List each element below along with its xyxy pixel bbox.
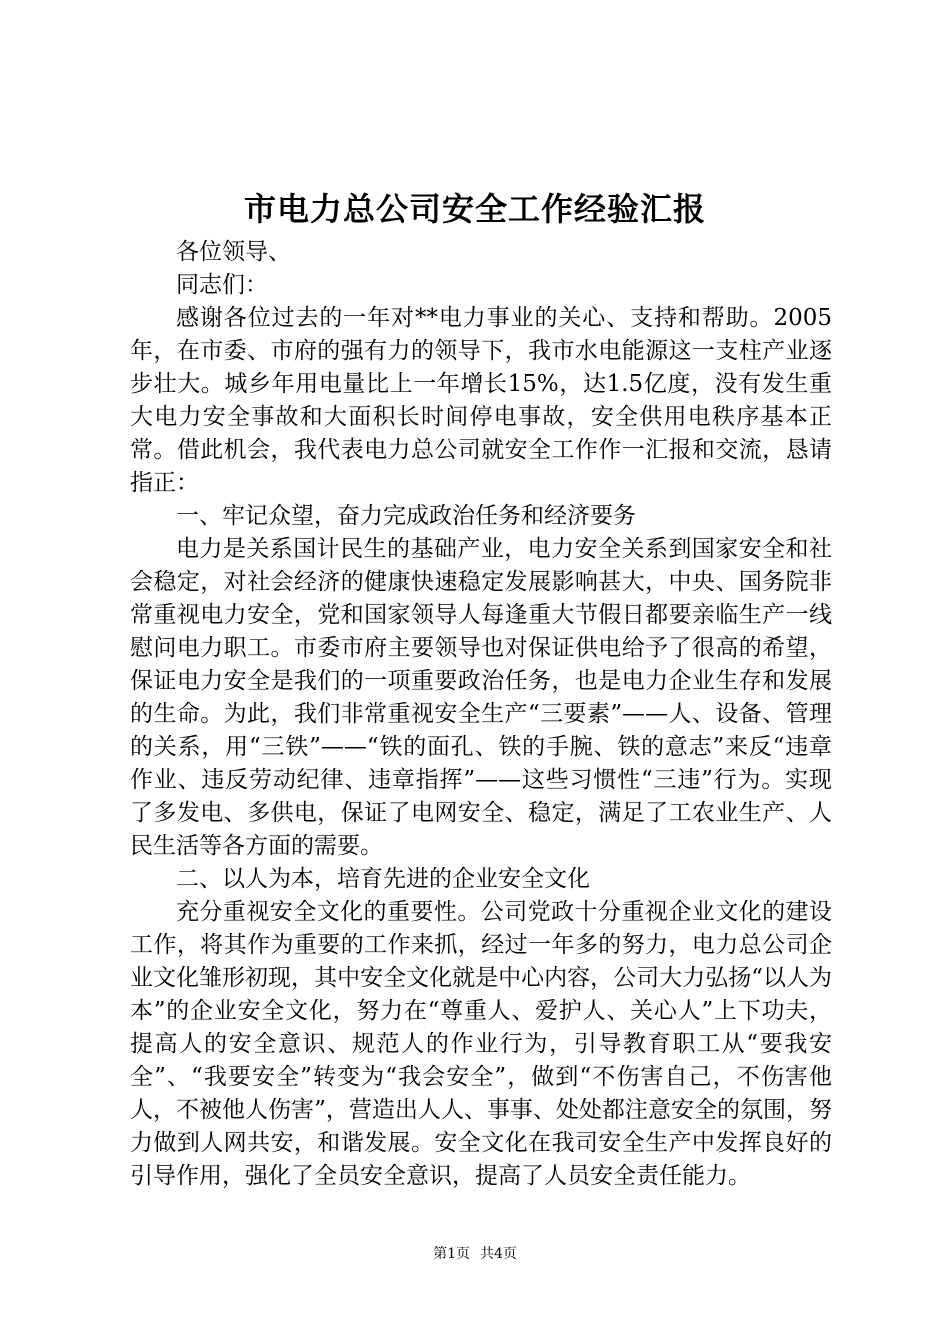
page-number: 第1页 (433, 1246, 470, 1262)
section-2-paragraph: 充分重视安全文化的重要性。公司党政十分重视企业文化的建设工作，将其作为重要的工作来抓，经过一年多的努力，电力总公司企业文化雏形初现，其中安全文化就是中心内容，公司大力弘扬“以人为本”的企业安全文化，努力在“尊重人、爱护人、关心人”上下功夫，提高人的安全意识、规范人的作业行为，引导教育职工从“要我安全”、“我要安全”转变为“我会安全”，做到“不伤害自己，不伤害他人，不被他人伤害”，营造出人人、事事、处处都注意安全的氛围，努力做到人网共安，和谐发展。安全文化在我司安全生产中发挥良好的引导作用，强化了全员安全意识，提高了人员安全责任能力。 (130, 899, 832, 1189)
section-heading-2: 二、以人为本，培育先进的企业安全文化 (176, 866, 590, 892)
section-1-paragraph: 电力是关系国计民生的基础产业，电力安全关系到国家安全和社会稳定，对社会经济的健康快速稳定发展影响甚大，中央、国务院非常重视电力安全，党和国家领导人每逢重大节假日都要亲临生产一线慰问电力职工。市委市府主要领导也对保证供电给予了很高的希望，保证电力安全是我们的一项重要政治任务，也是电力企业生存和发展的生命。为此，我们非常重视安全生产“三要素”——人、设备、管理的关系，用“三铁”——“铁的面孔、铁的手腕、铁的意志”来反“违章作业、违反劳动纪律、违章指挥”——这些习惯性“三违”行为。实现了多发电、多供电，保证了电网安全、稳定，满足了工农业生产、人民生活等各方面的需要。 (130, 536, 832, 859)
intro-paragraph: 感谢各位过去的一年对**电力事业的关心、支持和帮助。2005年，在市委、市府的强有力的领导下，我市水电能源这一支柱产业逐步壮大。城乡年用电量比上一年增长15%，达1.5亿度，没有发生重大电力安全事故和大面积长时间停电事故，安全供用电秩序基本正常。借此机会，我代表电力总公司就安全工作作一汇报和交流，恳请指正： (130, 305, 832, 496)
document-body (130, 236, 832, 1193)
salutation-line-1: 各位领导、 (176, 239, 291, 265)
page-count: 共4页 (480, 1246, 517, 1262)
page-footer (0, 1244, 950, 1264)
section-heading-1: 一、牢记众望，奋力完成政治任务和经济要务 (176, 503, 636, 529)
salutation-line-2: 同志们： (176, 272, 268, 298)
document-title: 市电力总公司安全工作经验汇报 (243, 190, 706, 228)
